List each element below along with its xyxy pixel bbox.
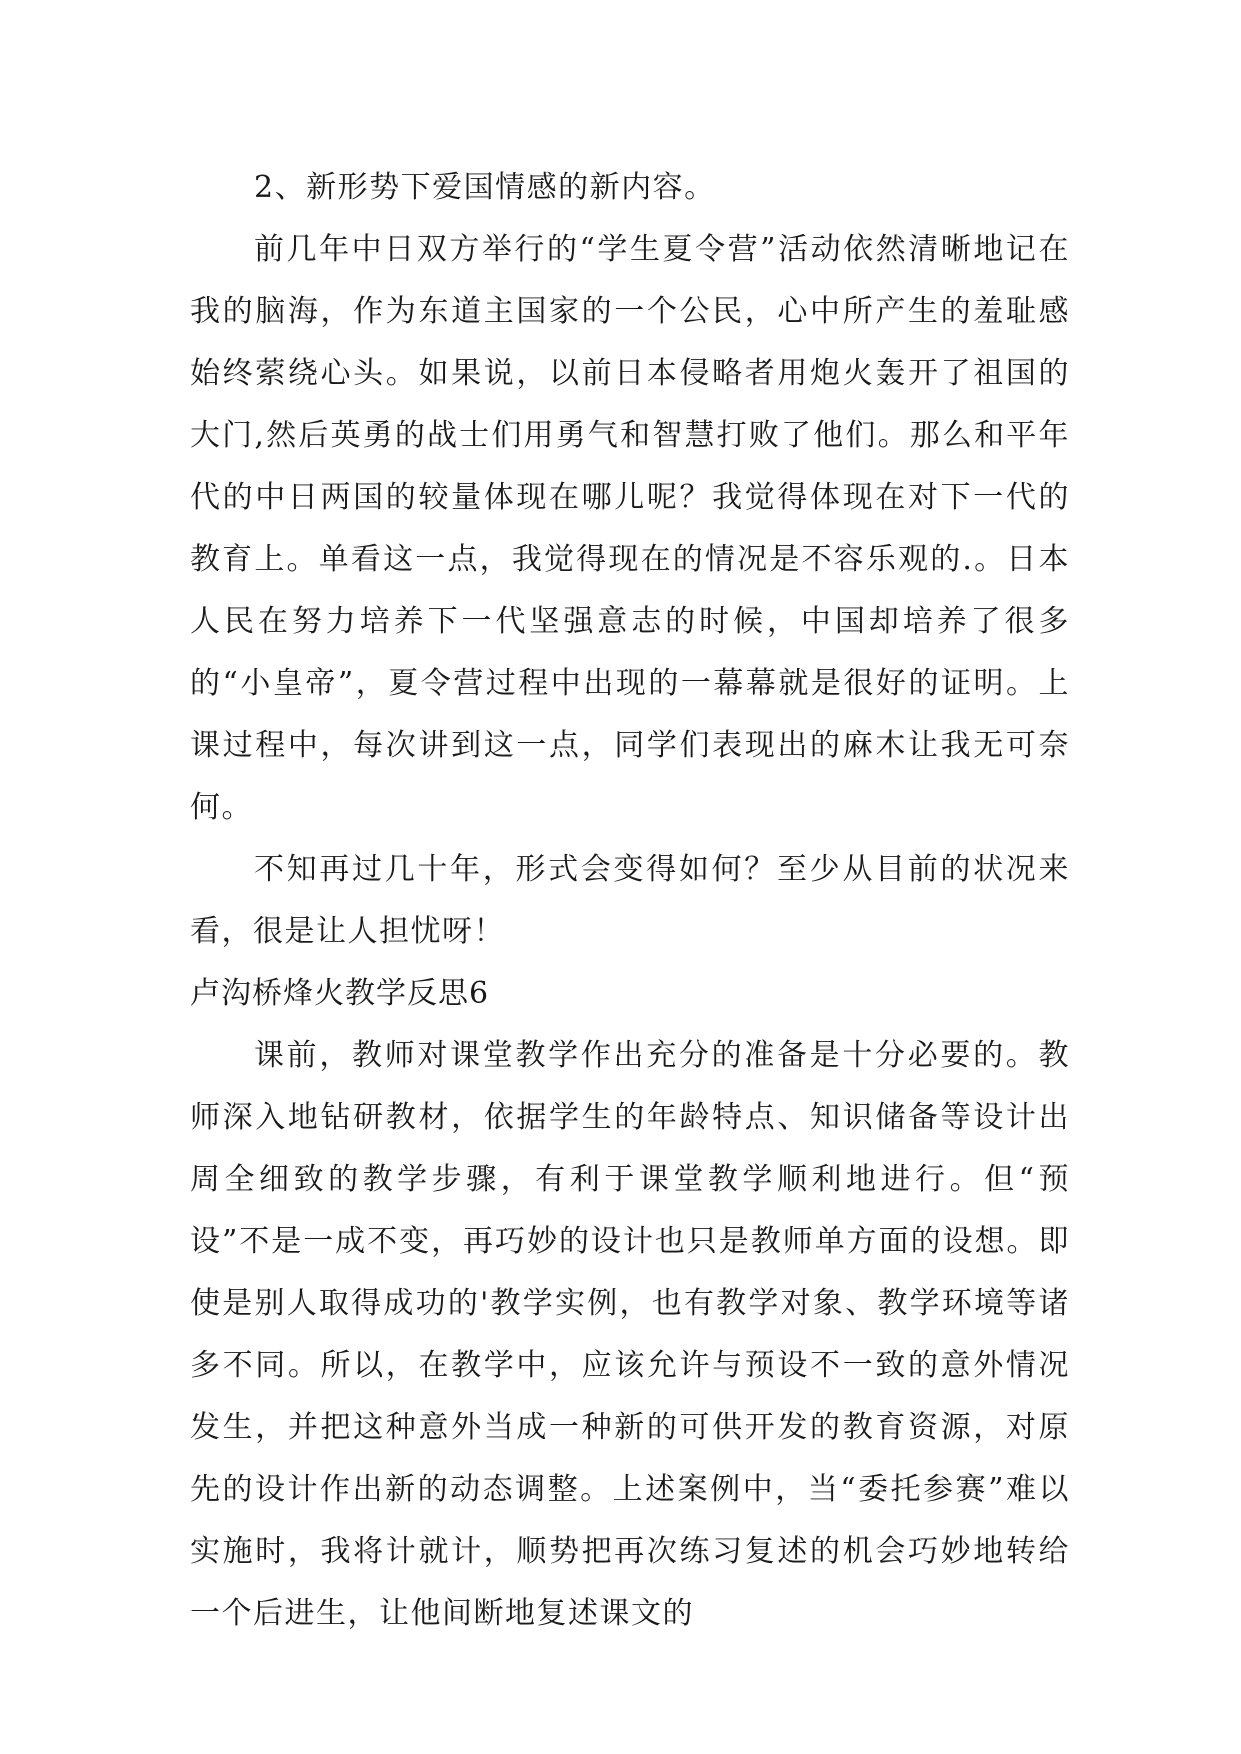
section-subheading: 2、新形势下爱国情感的新内容。 <box>254 170 716 205</box>
document-body <box>190 157 1070 1645</box>
body-paragraph: 课前，教师对课堂教学作出充分的准备是十分必要的。教师深入地钻研教材，依据学生的年龄特点、知识储备等设计出周全细致的教学步骤，有利于课堂教学顺利地进行。但“预设”不是一成不变，再巧妙的设计也只是教师单方面的设想。即使是别人取得成功的'教学实例，也有教学对象、教学环境等诸多不同。所以，在教学中，应该允许与预设不一致的意外情况发生，并把这种意外当成一种新的可供开发的教育资源，对原先的设计作出新的动态调整。上述案例中，当“委托参赛”难以实施时，我将计就计，顺势把再次练习复述的机会巧妙地转给一个后进生，让他间断地复述课文的 <box>190 1038 1070 1631</box>
section-title: 卢沟桥烽火教学反思6 <box>190 976 490 1011</box>
body-paragraph: 不知再过几十年，形式会变得如何？至少从目前的状况来看，很是让人担忧呀！ <box>190 852 1070 949</box>
body-paragraph: 前几年中日双方举行的“学生夏令营”活动依然清晰地记在我的脑海，作为东道主国家的一个公民，心中所产生的羞耻感始终萦绕心头。如果说，以前日本侵略者用炮火轰开了祖国的大门,然后英勇的战士们用勇气和智慧打败了他们。那么和平年代的中日两国的较量体现在哪儿呢？我觉得体现在对下一代的教育上。单看这一点，我觉得现在的情况是不容乐观的.。日本人民在努力培养下一代坚强意志的时候，中国却培养了很多的“小皇帝”，夏令营过程中出现的一幕幕就是很好的证明。上课过程中，每次讲到这一点，同学们表现出的麻木让我无可奈何。 <box>190 232 1070 825</box>
